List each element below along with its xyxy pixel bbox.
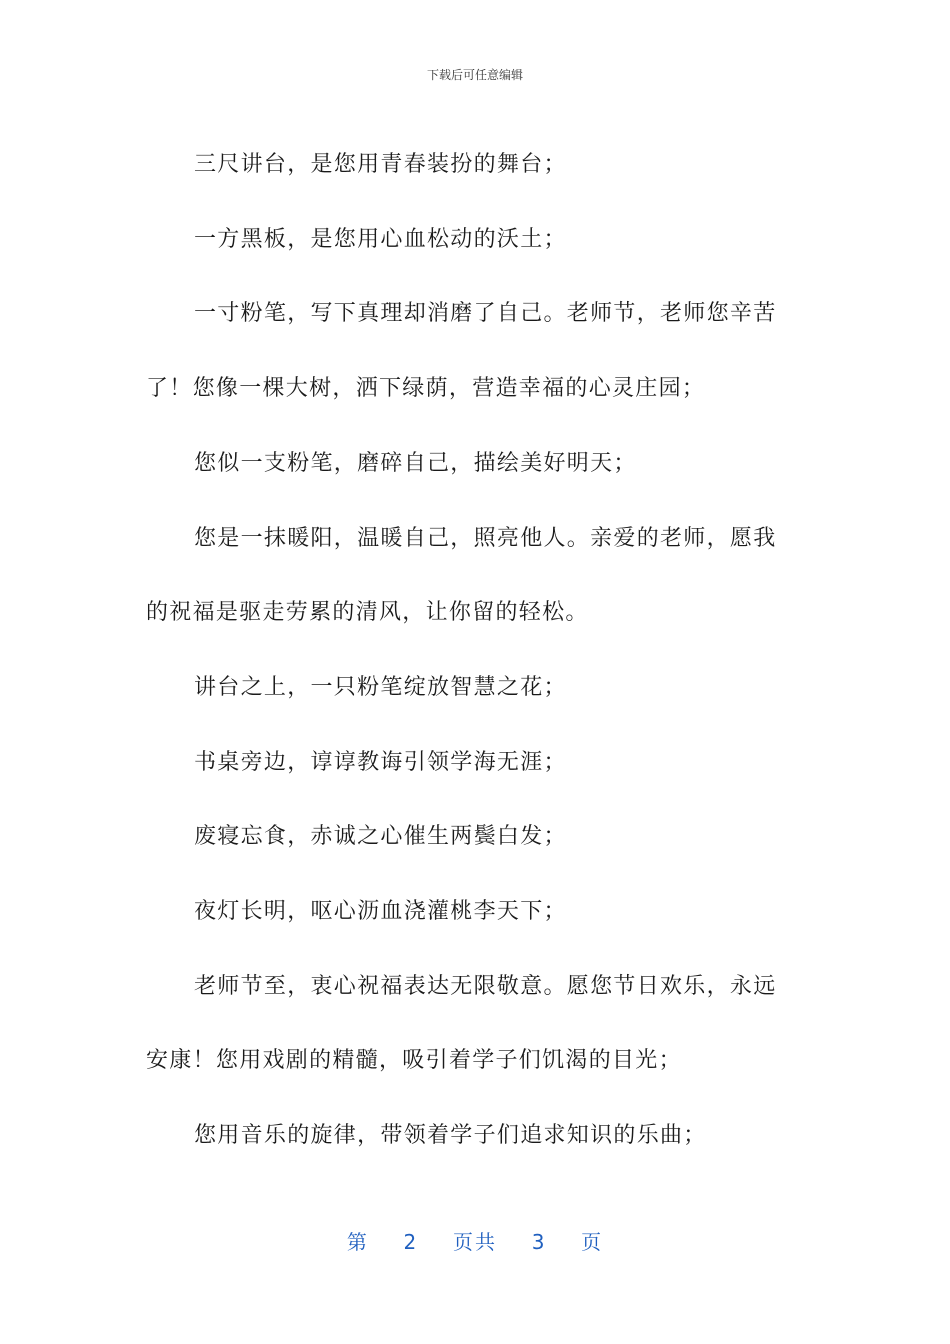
body-line: 讲台之上，一只粉笔绽放智慧之花； [194,674,567,700]
body-line: 了！您像一棵大树，洒下绿荫，营造幸福的心灵庄园； [146,376,706,402]
page-middle: 页共 [453,1230,497,1254]
body-line: 您似一支粉笔，磨碎自己，描绘美好明天； [194,450,637,476]
document-body [146,128,796,1174]
body-line: 的祝福是驱走劳累的清风，让你留的轻松。 [146,600,589,626]
header-note: 下载后可任意编辑 [426,68,523,82]
body-line: 您是一抹暖阳，温暖自己，照亮他人。亲爱的老师，愿我 [194,525,777,551]
page-suffix: 页 [581,1230,604,1254]
body-line: 老师节至，衷心祝福表达无限敬意。愿您节日欢乐，永远 [194,973,777,999]
page-prefix: 第 [346,1230,369,1254]
body-line: 安康！您用戏剧的精髓，吸引着学子们饥渴的目光； [146,1048,682,1074]
page-total: 3 [531,1230,547,1254]
body-line: 一寸粉笔，写下真理却消磨了自己。老师节，老师您辛苦 [194,301,777,327]
page-number-footer [0,1226,950,1255]
body-line: 三尺讲台，是您用青春装扮的舞台； [194,152,567,177]
body-line: 夜灯长明，呕心沥血浇灌桃李天下； [194,899,567,925]
page-current: 2 [403,1230,419,1254]
body-line: 书桌旁边，谆谆教诲引领学海无涯； [194,749,567,775]
body-line: 您用音乐的旋律，带领着学子们追求知识的乐曲； [194,1123,707,1149]
body-line: 一方黑板，是您用心血松动的沃土； [194,226,567,252]
body-line: 废寝忘食，赤诚之心催生两鬓白发； [194,824,567,850]
